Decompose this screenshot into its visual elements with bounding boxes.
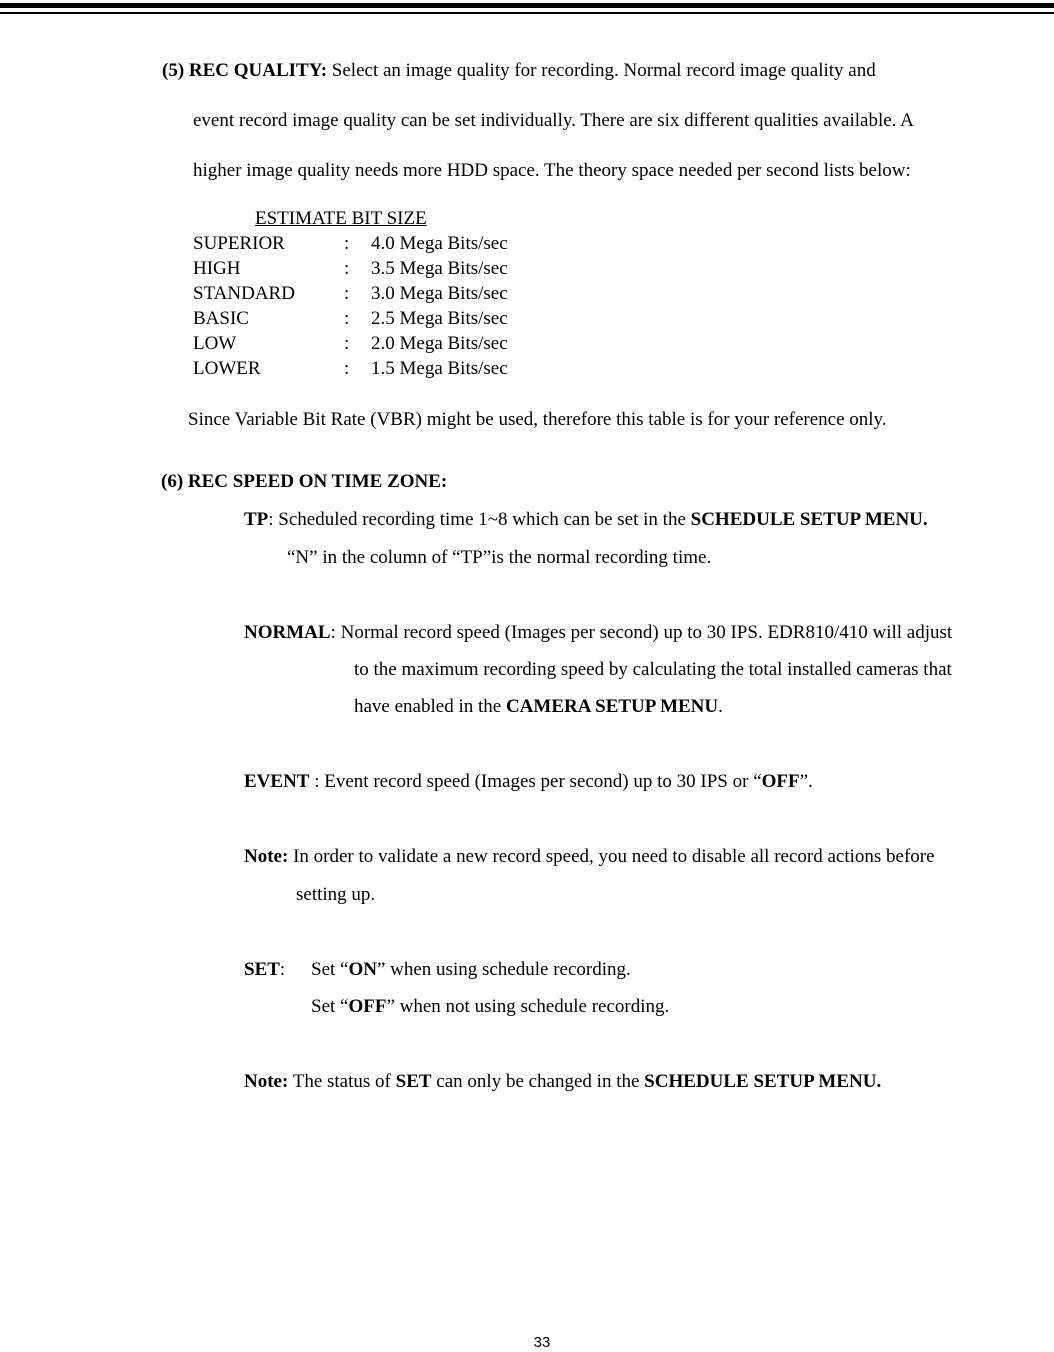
normal-label: NORMAL — [244, 622, 331, 643]
header-rule-thick — [0, 3, 1054, 8]
note-line-1: Note: In order to validate a new record speed, you need to disable all record actions before — [244, 846, 935, 867]
vbr-note: Since Variable Bit Rate (VBR) might be used, therefore this table is for your reference only. — [188, 409, 887, 430]
event-label: EVENT — [244, 771, 310, 792]
rec-quality-line-1: (5) REC QUALITY: Select an image quality for recording. Normal record image quality and — [162, 60, 876, 81]
normal-line-2: to the maximum recording speed by calculating the total installed cameras that — [354, 659, 952, 680]
tp-line-2: “N” in the column of “TP”is the normal recording time. — [287, 547, 712, 568]
rec-speed-heading: (6) REC SPEED ON TIME ZONE: — [161, 471, 448, 492]
camera-setup-menu-ref: CAMERA SETUP MENU — [505, 696, 719, 717]
rec-quality-line-2: event record image quality can be set individually. There are six different qualities available. A — [193, 110, 914, 131]
note-set-line: Note: The status of SET can only be changed in the SCHEDULE SETUP MENU. — [244, 1071, 882, 1092]
note-label: Note: — [244, 846, 289, 867]
set-on-text: Set “ON” when using schedule recording. — [311, 959, 631, 980]
note-line-2: setting up. — [296, 884, 376, 905]
set-label: SET — [244, 959, 280, 980]
schedule-setup-menu-ref: SCHEDULE SETUP MENU. — [644, 1071, 882, 1092]
normal-line-1: NORMAL: Normal record speed (Images per second) up to 30 IPS. EDR810/410 will adjust — [244, 622, 953, 643]
tp-label: TP — [244, 509, 269, 530]
rec-quality-line-3: higher image quality needs more HDD space. The theory space needed per second lists below: — [193, 160, 911, 181]
tp-line-1: TP: Scheduled recording time 1~8 which can be set in the SCHEDULE SETUP MENU. — [244, 509, 928, 530]
normal-line-3: have enabled in the CAMERA SETUP MENU. — [354, 696, 723, 717]
rec-quality-heading: (5) REC QUALITY: — [162, 60, 328, 81]
note-label: Note: — [244, 1071, 289, 1092]
event-line: EVENT : Event record speed (Images per second) up to 30 IPS or “OFF”. — [244, 771, 813, 792]
set-line-1: SET: — [244, 959, 286, 980]
header-rule-thin — [0, 12, 1054, 14]
schedule-setup-menu-ref: SCHEDULE SETUP MENU. — [690, 509, 928, 530]
bit-size-table-title: ESTIMATE BIT SIZE — [255, 208, 427, 229]
page-number: 33 — [533, 1334, 551, 1351]
set-off-text: Set “OFF” when not using schedule recording. — [311, 996, 670, 1017]
